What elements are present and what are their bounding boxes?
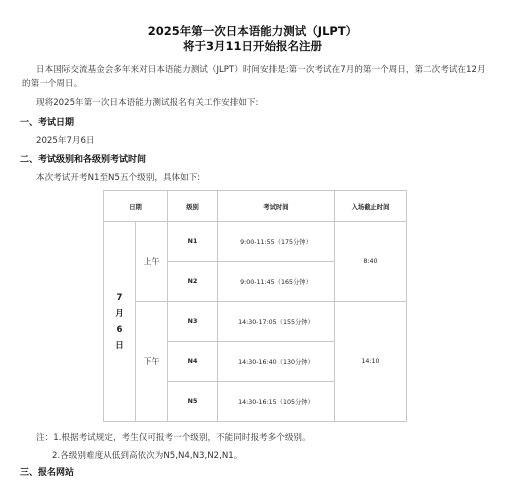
time-cell: 14:30-17:05（155分钟） [218,302,335,342]
table-header-row [104,191,407,222]
time-cell: 9:00-11:55（175分钟） [218,222,335,262]
level-cell: N5 [168,382,218,422]
page-title-line2: 将于3月11日开始报名注册 [182,39,322,53]
page-title-line1: 2025年第一次日本语能力测试（JLPT） [147,24,358,38]
announcement-text: 现将2025年第一次日本语能力测试报名有关工作安排如下: [36,98,259,108]
day-char: 月 [115,308,124,319]
day-char: 6 [116,324,123,335]
level-cell: N1 [168,222,218,262]
table-row [104,222,407,262]
section2-intro: 本次考试开考N1至N5五个级别，具体如下: [36,173,201,183]
time-cell: 14:30-16:40（130分钟） [218,342,335,382]
section2-heading: 二、考试级别和各级别考试时间 [20,155,147,165]
header-level: 级别 [168,191,218,222]
section1-heading: 一、考试日期 [20,118,75,128]
time-cell: 14:30-16:15（105分钟） [218,382,335,422]
level-cell: N4 [168,342,218,382]
day-char: 7 [116,292,123,303]
afternoon-deadline: 14:10 [335,302,407,422]
section3-heading: 三、报名网站 [20,468,75,478]
intro-paragraph: 日本国际交流基金会多年来对日本语能力测试（JLPT）时间安排是:第一次考试在7月的第一个周日，第二次考试在12月的第一个周日。 [22,65,486,89]
exam-schedule-table [103,190,407,422]
exam-day-cell [104,222,136,422]
header-deadline: 入场截止时间 [335,191,407,222]
afternoon-label: 下午 [136,302,168,422]
exam-date: 2025年7月6日 [36,136,95,146]
note-2: 2.各级别难度从低到高依次为N5,N4,N3,N2,N1。 [52,451,243,461]
note-1: 注：1.根据考试规定，考生仅可报考一个级别，不能同时报考多个级别。 [36,433,311,443]
level-cell: N3 [168,302,218,342]
morning-deadline: 8:40 [335,222,407,302]
time-cell: 9:00-11:45（165分钟） [218,262,335,302]
morning-label: 上午 [136,222,168,302]
header-date: 日期 [104,191,168,222]
header-time: 考试时间 [218,191,335,222]
level-cell: N2 [168,262,218,302]
table-row [104,302,407,342]
day-char: 日 [115,340,124,351]
